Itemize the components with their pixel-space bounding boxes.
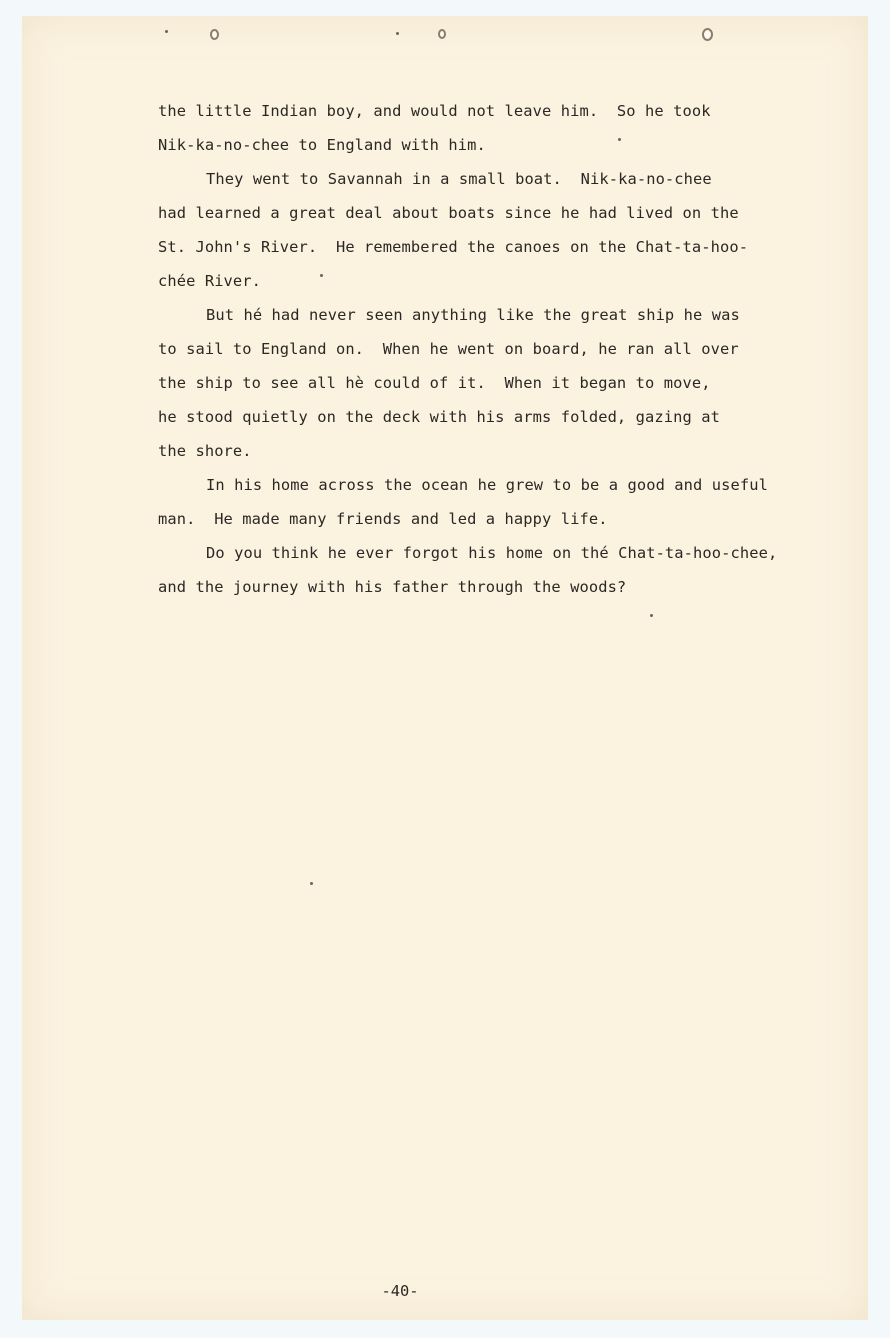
typed-text-body xyxy=(158,94,838,604)
text-line: the little Indian boy, and would not leave him. So he took xyxy=(158,102,711,120)
page-number: -40- xyxy=(381,1282,419,1300)
binder-hole-right xyxy=(702,28,713,41)
text-line: he stood quietly on the deck with his arms folded, gazing at xyxy=(158,408,720,426)
text-line: man. He made many friends and led a happy life. xyxy=(158,510,608,528)
paragraph-start-line: Do you think he ever forgot his home on thé Chat-ta-hoo-chee, xyxy=(206,544,778,562)
paper-speck xyxy=(165,30,168,33)
text-line: the ship to see all hè could of it. When it began to move, xyxy=(158,374,711,392)
text-line: had learned a great deal about boats since he had lived on the xyxy=(158,204,739,222)
binder-hole-middle xyxy=(438,29,446,39)
text-line: St. John's River. He remembered the canoes on the Chat-ta-hoo- xyxy=(158,238,749,256)
text-line: to sail to England on. When he went on board, he ran all over xyxy=(158,340,739,358)
paper-speck xyxy=(310,882,313,885)
paper-speck xyxy=(396,32,399,35)
binder-hole-left xyxy=(210,29,219,40)
text-line: and the journey with his father through the woods? xyxy=(158,578,627,596)
paragraph-start-line: They went to Savannah in a small boat. Nik-ka-no-chee xyxy=(206,170,712,188)
paragraph-start-line: In his home across the ocean he grew to be a good and useful xyxy=(206,476,768,494)
paper-speck xyxy=(650,614,653,617)
paragraph-start-line: But hé had never seen anything like the great ship he was xyxy=(206,306,740,324)
text-line: Nik-ka-no-chee to England with him. xyxy=(158,136,486,154)
text-line: the shore. xyxy=(158,442,252,460)
text-line: chée River. xyxy=(158,272,262,290)
